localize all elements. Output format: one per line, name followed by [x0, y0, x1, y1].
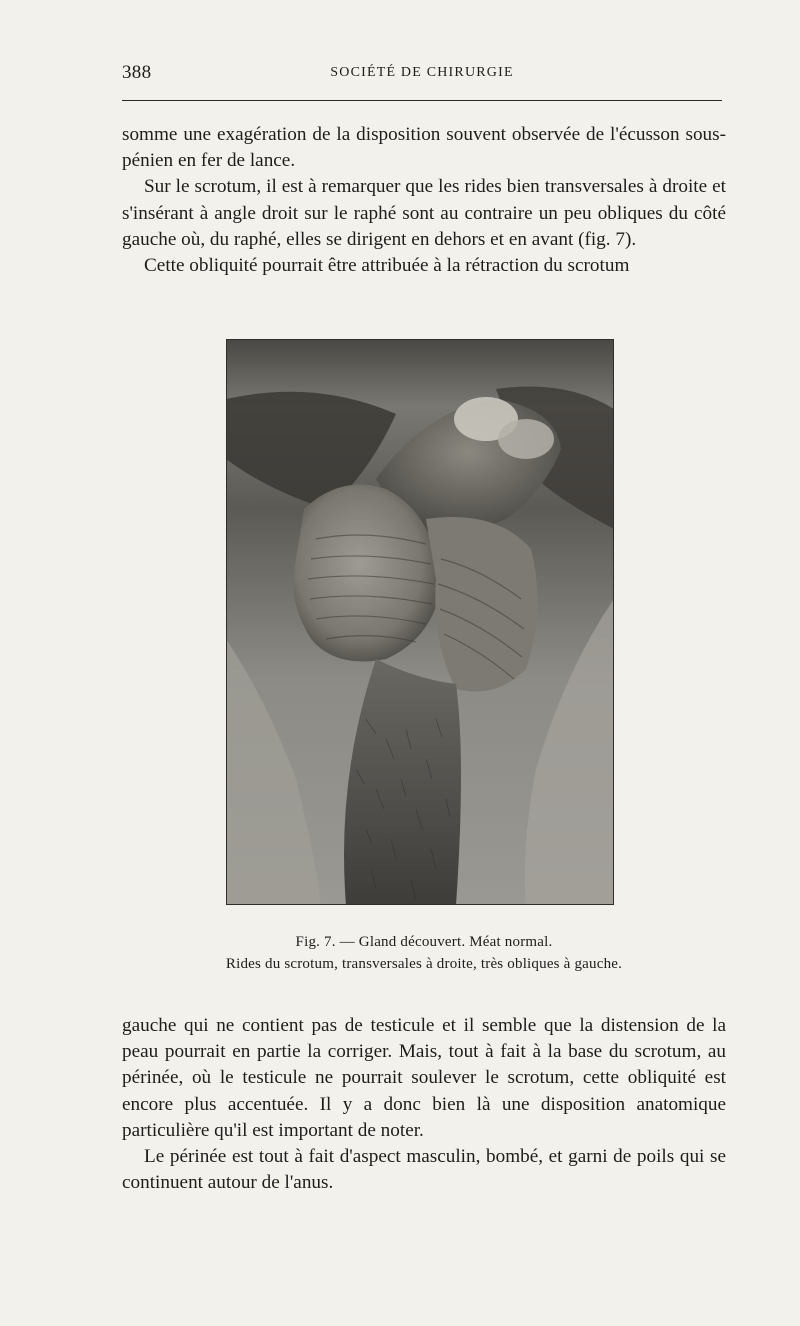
page-number: 388	[122, 62, 152, 83]
running-title: SOCIÉTÉ DE CHIRURGIE	[330, 65, 514, 80]
photo-plate	[226, 339, 614, 905]
figure-photograph	[226, 339, 614, 905]
body-text-bottom	[122, 1013, 726, 1196]
paragraph: gauche qui ne contient pas de testicule et il semble que la distension de la peau pourrait en partie la corriger. Mais, tout à fait à la base du scrotum, au périnée, où le testicule ne pourrait soulever le scrotum, cette obliquité est encore plus accentuée. Il y a donc bien là une disposition anatomique particulière qu'il est important de noter.	[122, 1015, 726, 1141]
paragraph: Cette obliquité pourrait être attribuée à la rétraction du scrotum	[144, 255, 630, 277]
paragraph: somme une exagération de la disposition souvent observée de l'écusson sous-pénien en fer de lance.	[122, 124, 726, 172]
paragraph: Sur le scrotum, il est à remarquer que les rides bien transversales à droite et s'insérant à angle droit sur le raphé sont au contraire un peu obliques du côté gauche où, du raphé, elles se dirigent en dehors et en avant (fig. 7).	[122, 176, 726, 250]
page-header	[122, 62, 722, 90]
paragraph: Le périnée est tout à fait d'aspect masculin, bombé, et garni de poils qui se continuent autour de l'anus.	[122, 1146, 726, 1194]
header-rule	[122, 100, 722, 101]
figure-caption-line-2: Rides du scrotum, transversales à droite, très obliques à gauche.	[225, 956, 623, 972]
body-text-top	[122, 122, 726, 279]
figure-caption-line-1: Fig. 7. — Gland découvert. Méat normal.	[295, 934, 553, 950]
